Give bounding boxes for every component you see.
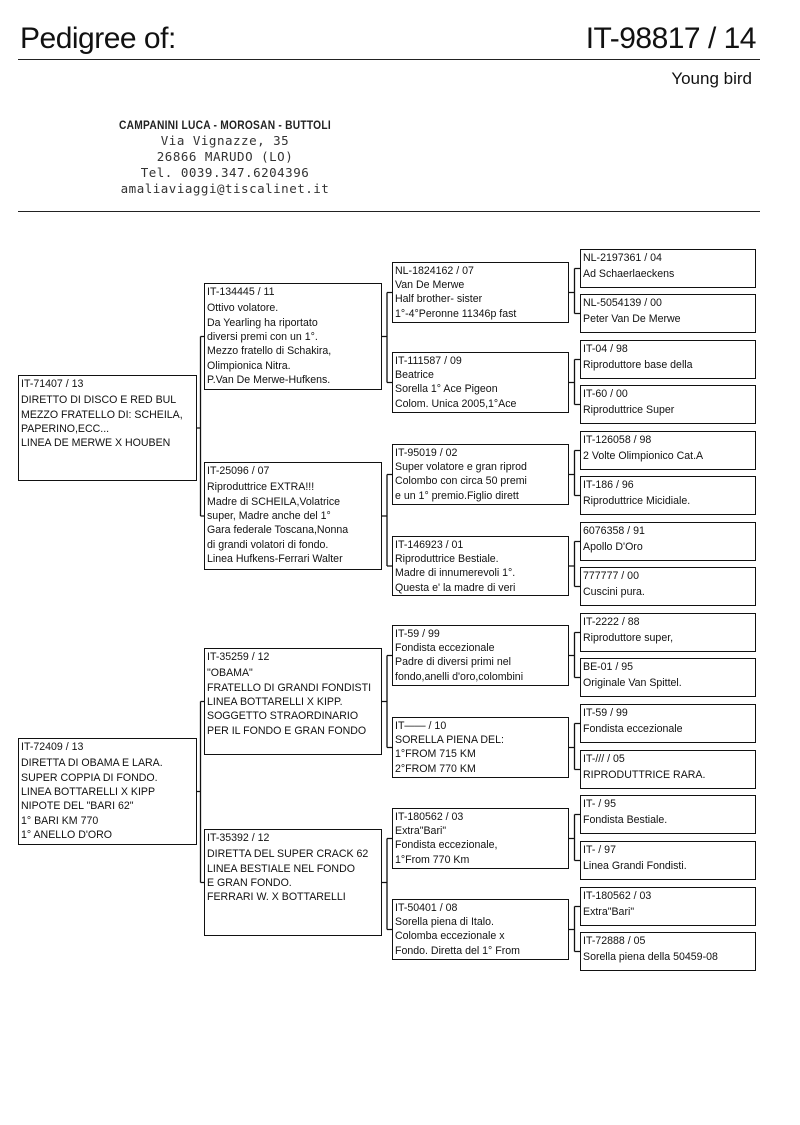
ggp-ring: IT-180562 / 03 xyxy=(395,811,464,823)
gen4-desc: Ad Schaerlaeckens xyxy=(583,268,675,281)
great-grandparent-box xyxy=(392,625,569,686)
gen4-box xyxy=(580,385,756,424)
connector-line xyxy=(569,360,580,405)
ggp-desc: Fondista eccezionale Padre di diversi primi nel fondo,anelli d'oro,colombini xyxy=(395,642,524,683)
connector-line xyxy=(197,337,204,517)
gen4-box xyxy=(580,841,756,880)
gen4-desc: Fondista eccezionale xyxy=(583,723,683,736)
gen4-box xyxy=(580,567,756,606)
gen4-ring: IT-/// / 05 xyxy=(583,753,625,765)
great-grandparent-box xyxy=(392,262,569,323)
gen4-desc: Riproduttore base della xyxy=(583,359,693,372)
gen4-desc: Sorella piena della 50459-08 xyxy=(583,951,718,964)
gen4-desc: RIPRODUTTRICE RARA. xyxy=(583,769,706,782)
connector-line xyxy=(382,475,392,567)
sire-box xyxy=(18,375,197,481)
great-grandparent-box xyxy=(392,717,569,778)
ggp-ring: IT-146923 / 01 xyxy=(395,539,464,551)
gen4-desc: Peter Van De Merwe xyxy=(583,313,681,326)
ggp-ring: IT-50401 / 08 xyxy=(395,902,458,914)
gen4-ring: BE-01 / 95 xyxy=(583,661,634,673)
gen4-desc: Cuscini pura. xyxy=(583,586,645,599)
gen4-ring: NL-5054139 / 00 xyxy=(583,297,662,309)
gen4-box xyxy=(580,522,756,561)
breeder-address: Via Vignazze, 35 xyxy=(160,133,290,148)
gen4-box xyxy=(580,932,756,971)
gen4-box xyxy=(580,750,756,789)
grandparent-box xyxy=(204,283,382,390)
great-grandparent-box xyxy=(392,352,569,413)
grandparent-box xyxy=(204,829,382,936)
page-title: Pedigree of: xyxy=(20,22,176,55)
breeder-phone: Tel. 0039.347.6204396 xyxy=(140,165,310,180)
gen4-box xyxy=(580,340,756,379)
ggp-ring: IT-59 / 99 xyxy=(395,628,440,640)
great-grandparent-box xyxy=(392,899,569,960)
connector-line xyxy=(382,293,392,383)
ggp-ring: NL-1824162 / 07 xyxy=(395,265,474,277)
grandparent-ring: IT-35259 / 12 xyxy=(207,651,270,663)
connector-line xyxy=(569,633,580,678)
gen4-box xyxy=(580,613,756,652)
breeder-name: CAMPANINI LUCA - MOROSAN - BUTTOLI xyxy=(119,118,331,132)
ggp-ring: IT-95019 / 02 xyxy=(395,447,458,459)
ggp-desc: Super volatore e gran riprod Colombo con circa 50 premi e un 1° premio.Figlio dirett xyxy=(395,461,527,502)
connector-line xyxy=(569,907,580,952)
ggp-desc: SORELLA PIENA DEL: 1°FROM 715 KM 2°FROM 770 KM xyxy=(395,734,504,775)
gen4-ring: IT-72888 / 05 xyxy=(583,935,646,947)
dam-box xyxy=(18,738,197,845)
grandparent-desc: "OBAMA" FRATELLO DI GRANDI FONDISTI LINEA BOTTARELLI X KIPP. SOGGETTO STRAORDINARIO PER IL FONDO E GRAN FONDO xyxy=(207,667,372,737)
gen4-ring: IT-2222 / 88 xyxy=(583,616,640,628)
dam-desc: DIRETTA DI OBAMA E LARA. SUPER COPPIA DI FONDO. LINEA BOTTARELLI X KIPP NIPOTE DEL "BARI 62" 1° BARI KM 770 1° ANELLO D'ORO xyxy=(21,757,163,842)
gen4-ring: IT-186 / 96 xyxy=(583,479,634,491)
gen4-ring: IT-59 / 99 xyxy=(583,707,628,719)
sire-desc: DIRETTO DI DISCO E RED BUL MEZZO FRATELLO DI: SCHEILA, PAPERINO,ECC... LINEA DE MERWE X HOUBEN xyxy=(21,394,183,450)
gen4-ring: 777777 / 00 xyxy=(583,570,639,582)
ggp-desc: Van De Merwe Half brother- sister 1°-4°Peronne 11346p fast xyxy=(395,279,517,320)
gen4-ring: 6076358 / 91 xyxy=(583,525,645,537)
gen4-ring: IT-180562 / 03 xyxy=(583,890,652,902)
gen4-box xyxy=(580,887,756,926)
grandparent-desc: Riproduttrice EXTRA!!! Madre di SCHEILA,Volatrice super, Madre anche del 1° Gara federale Toscana,Nonna di grandi volatori di fondo. Linea Hufkens-Ferrari Walter xyxy=(207,481,349,566)
gen4-box xyxy=(580,658,756,697)
gen4-desc: Apollo D'Oro xyxy=(583,541,643,554)
ggp-desc: Riproduttrice Bestiale. Madre di innumerevoli 1°. Questa e' la madre di veri xyxy=(395,553,516,594)
grandparent-box xyxy=(204,648,382,755)
bird-category: Young bird xyxy=(671,69,752,88)
gen4-box xyxy=(580,431,756,470)
ring-number: IT-98817 / 14 xyxy=(585,22,756,55)
gen4-desc: 2 Volte Olimpionico Cat.A xyxy=(583,450,704,463)
connector-line xyxy=(569,815,580,861)
breeder-email: amaliaviaggi@tiscalinet.it xyxy=(120,181,330,196)
gen4-desc: Linea Grandi Fondisti. xyxy=(583,860,687,873)
gen4-ring: IT-60 / 00 xyxy=(583,388,628,400)
gen4-box xyxy=(580,795,756,834)
connector-line xyxy=(569,451,580,496)
ggp-desc: Sorella piena di Italo. Colomba eccezionale x Fondo. Diretta del 1° From xyxy=(395,916,520,957)
gen4-desc: Extra"Bari" xyxy=(583,906,635,919)
gen4-box xyxy=(580,704,756,743)
great-grandparent-box xyxy=(392,536,569,596)
grandparent-desc: DIRETTA DEL SUPER CRACK 62 LINEA BESTIALE NEL FONDO E GRAN FONDO. FERRARI W. X BOTTARELLI xyxy=(207,848,369,904)
gen4-ring: NL-2197361 / 04 xyxy=(583,252,662,264)
gen4-box xyxy=(580,249,756,288)
gen4-ring: IT- / 97 xyxy=(583,844,616,856)
connector-line xyxy=(197,702,204,883)
grandparent-ring: IT-35392 / 12 xyxy=(207,832,270,844)
gen4-ring: IT-04 / 98 xyxy=(583,343,628,355)
gen4-ring: IT- / 95 xyxy=(583,798,616,810)
grandparent-ring: IT-25096 / 07 xyxy=(207,465,270,477)
connector-line xyxy=(569,269,580,314)
ggp-ring: IT-111587 / 09 xyxy=(395,355,462,367)
gen4-desc: Originale Van Spittel. xyxy=(583,677,682,690)
connector-line xyxy=(382,656,392,748)
grandparent-box xyxy=(204,462,382,570)
sire-ring: IT-71407 / 13 xyxy=(21,378,84,390)
great-grandparent-box xyxy=(392,808,569,869)
breeder-city: 26866 MARUDO (LO) xyxy=(156,149,294,164)
connector-line xyxy=(569,724,580,770)
connector-line xyxy=(569,542,580,587)
gen4-ring: IT-126058 / 98 xyxy=(583,434,652,446)
grandparent-desc: Ottivo volatore. Da Yearling ha riportato diversi premi con un 1°. Mezzo fratello di Schakira, Olimpionica Nitra. P.Van De Merwe-Hufkens. xyxy=(207,302,332,387)
connector-line xyxy=(382,839,392,930)
gen4-box xyxy=(580,476,756,515)
gen4-desc: Riproduttore super, xyxy=(583,632,674,645)
ggp-ring: IT—— / 10 xyxy=(395,720,447,732)
ggp-desc: Extra"Bari" Fondista eccezionale, 1°From 770 Km xyxy=(395,825,498,866)
dam-ring: IT-72409 / 13 xyxy=(21,741,84,753)
gen4-desc: Fondista Bestiale. xyxy=(583,814,668,827)
gen4-desc: Riproduttrice Super xyxy=(583,404,675,417)
ggp-desc: Beatrice Sorella 1° Ace Pigeon Colom. Unica 2005,1°Ace xyxy=(395,369,517,410)
gen4-desc: Riproduttrice Micidiale. xyxy=(583,495,691,508)
gen4-box xyxy=(580,294,756,333)
grandparent-ring: IT-134445 / 11 xyxy=(207,286,275,298)
great-grandparent-box xyxy=(392,444,569,505)
